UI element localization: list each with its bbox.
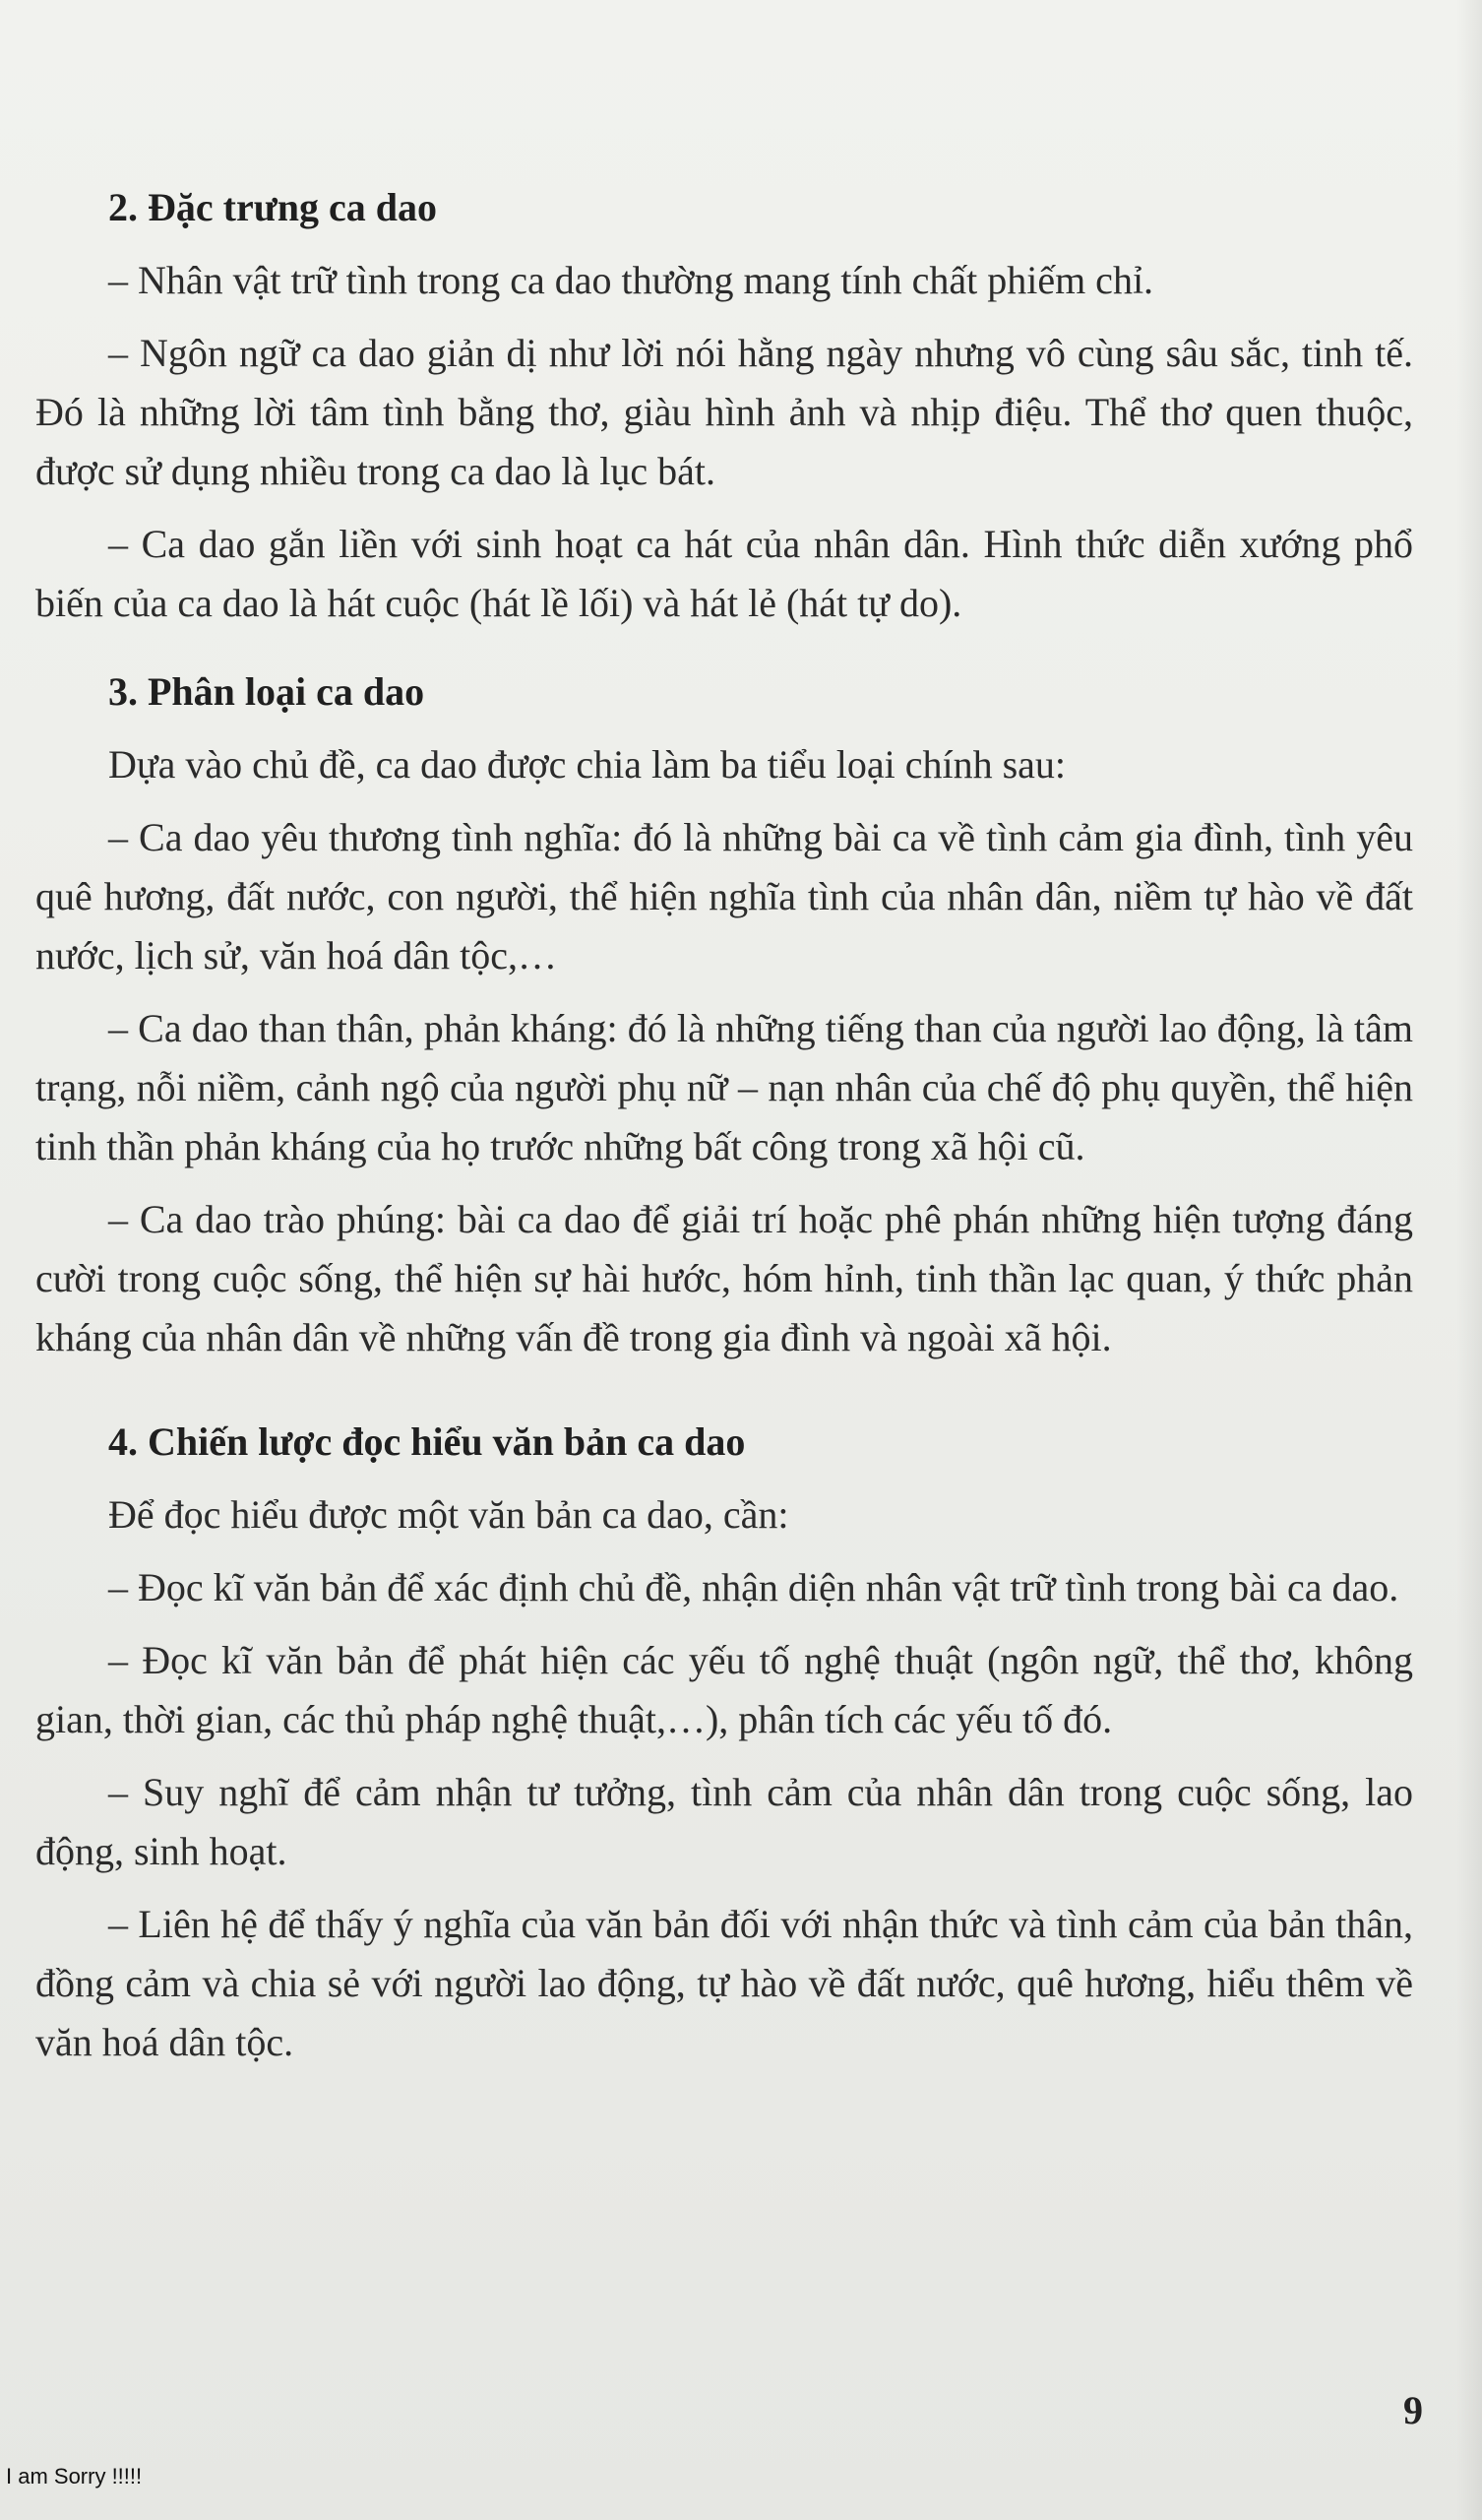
section-title-dac-trung: 2. Đặc trưng ca dao	[108, 185, 437, 229]
watermark-text: I am Sorry !!!!!	[6, 2464, 143, 2488]
page-content	[35, 182, 1413, 2086]
spacer	[35, 1381, 1413, 1417]
paragraph: – Ca dao trào phúng: bài ca dao để giải trí hoặc phê phán những hiện tượng đáng cười trong cuộc sống, thể hiện sự hài hước, hóm hỉnh, tinh thần lạc quan, ý thức phản kháng của nhân dân về những vấn đề trong gia đình và ngoài xã hội.	[35, 1197, 1413, 1359]
section-title-phan-loai: 3. Phân loại ca dao	[108, 669, 425, 714]
paragraph: – Đọc kĩ văn bản để xác định chủ đề, nhận diện nhân vật trữ tình trong bài ca dao.	[108, 1565, 1399, 1609]
paragraph: – Ca dao yêu thương tình nghĩa: đó là những bài ca về tình cảm gia đình, tình yêu quê hương, đất nước, con người, thể hiện nghĩa tình của nhân dân, niềm tự hào về đất nước, lịch sử, văn hoá dân tộc,…	[35, 815, 1413, 977]
paragraph: Để đọc hiểu được một văn bản ca dao, cần:	[108, 1492, 789, 1537]
page-number: 9	[1403, 2388, 1423, 2432]
paragraph: Dựa vào chủ đề, ca dao được chia làm ba tiểu loại chính sau:	[108, 742, 1067, 787]
paragraph: – Liên hệ để thấy ý nghĩa của văn bản đối với nhận thức và tình cảm của bản thân, đồng cảm và chia sẻ với người lao động, tự hào về đất nước, quê hương, hiểu thêm về văn hoá dân tộc.	[35, 1902, 1413, 2064]
spacer	[35, 647, 1413, 666]
paragraph: – Ca dao gắn liền với sinh hoạt ca hát của nhân dân. Hình thức diễn xướng phổ biến của ca dao là hát cuộc (hát lề lối) và hát lẻ (hát tự do).	[35, 522, 1413, 625]
page-edge-shadow	[1456, 0, 1482, 2520]
paragraph: – Đọc kĩ văn bản để phát hiện các yếu tố nghệ thuật (ngôn ngữ, thể thơ, không gian, thời gian, các thủ pháp nghệ thuật,…), phân tích các yếu tố đó.	[35, 1638, 1413, 1741]
paragraph: – Nhân vật trữ tình trong ca dao thường mang tính chất phiếm chỉ.	[108, 258, 1154, 302]
section-title-chien-luoc: 4. Chiến lược đọc hiểu văn bản ca dao	[108, 1419, 746, 1464]
paragraph: – Ngôn ngữ ca dao giản dị như lời nói hằng ngày nhưng vô cùng sâu sắc, tinh tế. Đó là những lời tâm tình bằng thơ, giàu hình ảnh và nhịp điệu. Thể thơ quen thuộc, được sử dụng nhiều trong ca dao là lục bát.	[35, 331, 1413, 493]
paragraph: – Suy nghĩ để cảm nhận tư tưởng, tình cảm của nhân dân trong cuộc sống, lao động, sinh hoạt.	[35, 1770, 1413, 1873]
paragraph: – Ca dao than thân, phản kháng: đó là những tiếng than của người lao động, là tâm trạng, nỗi niềm, cảnh ngộ của người phụ nữ – nạn nhân của chế độ phụ quyền, thể hiện tinh thần phản kháng của họ trước những bất công trong xã hội cũ.	[35, 1006, 1413, 1168]
